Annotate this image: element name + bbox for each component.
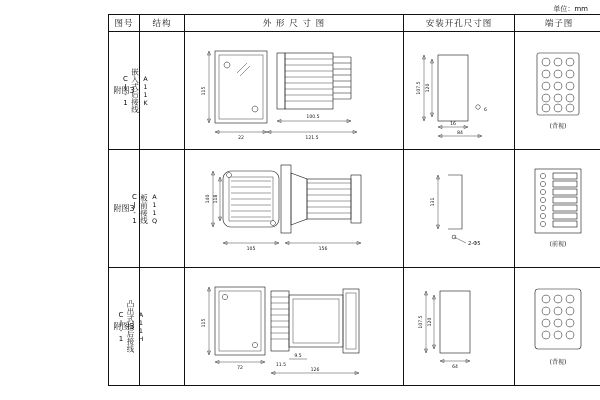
svg-text:120: 120 bbox=[428, 317, 433, 327]
svg-text:6: 6 bbox=[484, 108, 487, 113]
svg-text:105: 105 bbox=[246, 247, 256, 252]
row1-outline-cell bbox=[185, 32, 404, 150]
svg-text:107.5: 107.5 bbox=[417, 81, 422, 95]
svg-text:11.5: 11.5 bbox=[275, 363, 287, 368]
svg-text:126: 126 bbox=[310, 368, 320, 373]
svg-text:16: 16 bbox=[450, 122, 456, 127]
row3-mounting-drawing bbox=[404, 269, 512, 384]
row3-terminal-caption: (背视) bbox=[549, 359, 567, 366]
row2-structure-text: 板前接线 bbox=[139, 193, 149, 224]
row3-structure-model: CJ-1 bbox=[117, 310, 125, 343]
row1-terminal-cell bbox=[515, 32, 600, 150]
svg-text:84: 84 bbox=[457, 131, 463, 136]
svg-text:22: 22 bbox=[238, 136, 244, 141]
svg-text:131: 131 bbox=[431, 197, 436, 207]
row2-structure-code: A11Q bbox=[150, 192, 159, 225]
dimension-table bbox=[108, 14, 600, 386]
row1-structure-text: 嵌入式后接线 bbox=[130, 68, 140, 113]
row3-terminal-diagram bbox=[515, 269, 600, 384]
unit-note: 单位：mm bbox=[553, 5, 588, 13]
svg-text:115: 115 bbox=[202, 318, 207, 328]
row1-mounting-cell bbox=[404, 32, 515, 150]
svg-text:9.5: 9.5 bbox=[294, 354, 302, 359]
row1-structure-code: A11K bbox=[141, 74, 150, 107]
row2-terminal-caption: (前视) bbox=[549, 241, 567, 248]
svg-text:115: 115 bbox=[202, 86, 207, 96]
svg-text:118: 118 bbox=[214, 194, 219, 204]
row3-structure-text: 凸出式板后接线 bbox=[126, 300, 135, 353]
row3-terminal-cell bbox=[515, 268, 600, 386]
table-row bbox=[109, 268, 600, 386]
header-col-structure: 结构 bbox=[140, 15, 185, 32]
svg-text:72: 72 bbox=[237, 366, 243, 371]
row1-outline-drawing bbox=[185, 33, 401, 148]
row2-mounting-cell bbox=[404, 150, 515, 268]
row3-mounting-cell bbox=[404, 268, 515, 386]
row3-outline-drawing bbox=[185, 269, 401, 384]
row1-terminal-caption: (背视) bbox=[549, 123, 567, 130]
svg-text:2-Φ5: 2-Φ5 bbox=[468, 241, 481, 247]
svg-text:120: 120 bbox=[426, 83, 431, 93]
row2-structure-model: CJ-1 bbox=[130, 192, 139, 225]
header-col-number: 图号 bbox=[109, 15, 140, 32]
svg-text:64: 64 bbox=[452, 365, 458, 370]
svg-text:121.5: 121.5 bbox=[305, 136, 319, 141]
table-row bbox=[109, 150, 600, 268]
row2-number: 附图3 bbox=[113, 204, 135, 213]
row2-outline-cell bbox=[185, 150, 404, 268]
row2-terminal-cell bbox=[515, 150, 600, 268]
table-header-row bbox=[109, 15, 600, 32]
row2-structure-cell bbox=[130, 150, 185, 268]
svg-text:156: 156 bbox=[318, 247, 328, 252]
header-col-terminal: 端子图 bbox=[515, 15, 600, 32]
svg-text:100.5: 100.5 bbox=[306, 115, 320, 120]
row1-structure-model: CJ-1 bbox=[121, 74, 130, 107]
header-col-mounting: 安装开孔尺寸图 bbox=[404, 15, 515, 32]
row2-outline-drawing bbox=[185, 151, 401, 266]
row2-terminal-diagram bbox=[515, 151, 600, 266]
svg-text:140: 140 bbox=[206, 194, 211, 204]
table-row bbox=[109, 32, 600, 150]
header-col-outline: 外 形 尺 寸 图 bbox=[185, 15, 404, 32]
row3-structure-code: A11H bbox=[137, 310, 145, 343]
svg-text:107.5: 107.5 bbox=[419, 315, 424, 329]
row1-number: 附图3 bbox=[113, 86, 135, 95]
row3-number: 附图3 bbox=[113, 322, 135, 331]
row2-mounting-drawing bbox=[404, 151, 512, 266]
row1-terminal-diagram bbox=[515, 33, 600, 148]
row3-outline-cell bbox=[185, 268, 404, 386]
row1-mounting-drawing bbox=[404, 33, 512, 148]
